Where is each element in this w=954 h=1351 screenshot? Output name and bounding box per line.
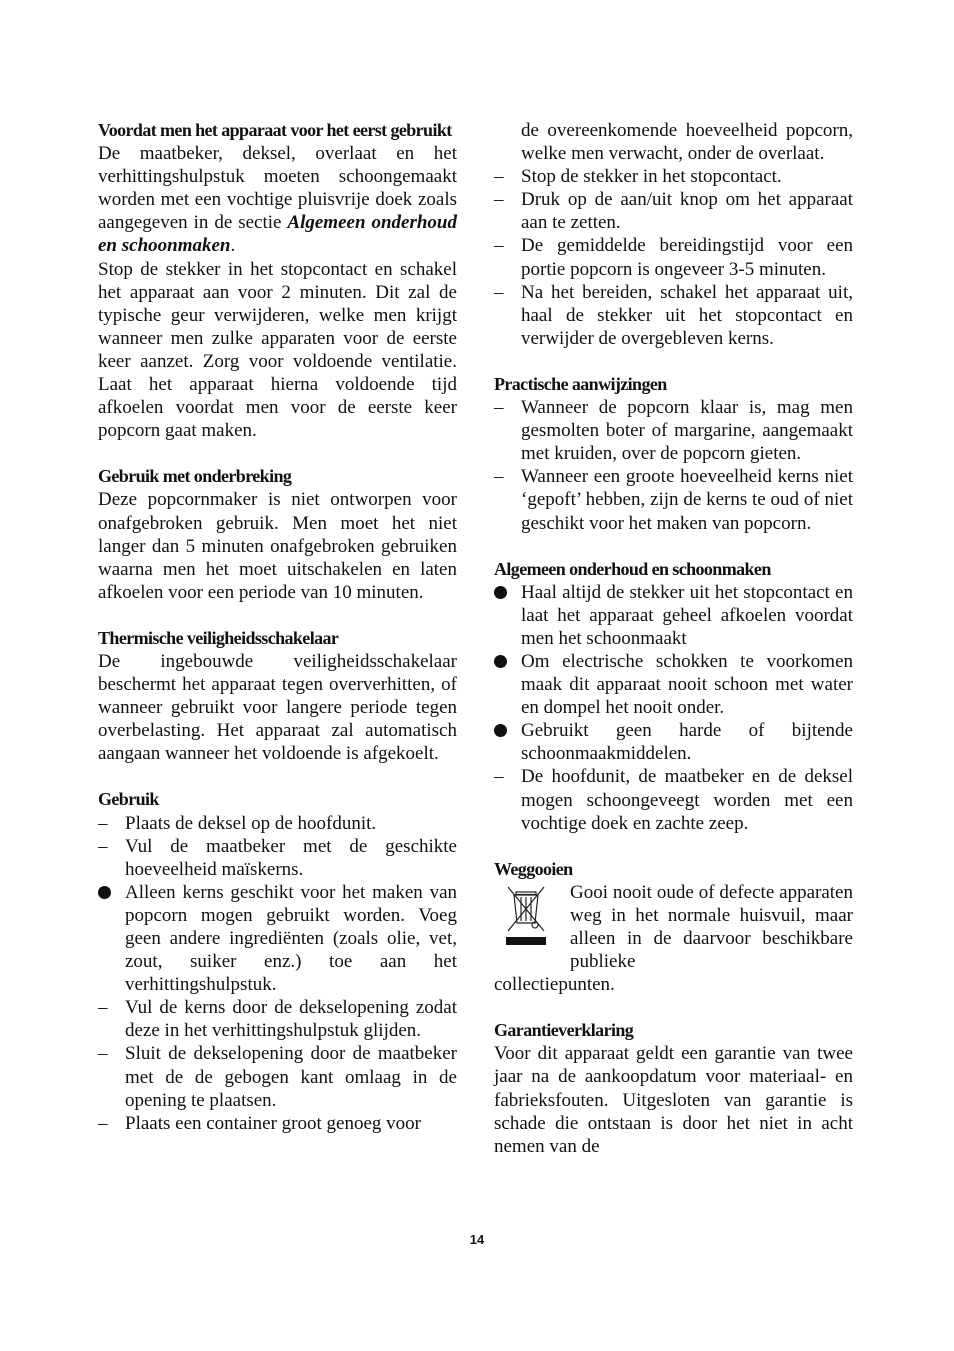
list-item-text: Wanneer een groote hoeveelheid kerns niet ‘gepoft’ hebben, zijn de kerns te oud of niet geschikt voor het maken van popcorn. [521,466,853,534]
list-dash: – [494,281,504,303]
section-title-thermal-switch: Thermische veiligheidsschakelaar [98,627,339,648]
thermal-switch-paragraph: De ingebouwde veiligheidsschakelaar beschermt het apparaat tegen oververhitten, of wanneer gebruikt voor langere periode tegen overbelasting. Het apparaat zal automatisch aangaan wanneer het voldoende is afgekoelt. [98,650,457,765]
section-title-maintenance: Algemeen onderhoud en schoonmaken [494,558,771,579]
first-use-paragraph-1: De maatbeker, deksel, overlaat en het verhittingshulpstuk moeten schoongemaakt worden met een vochtige pluisvrije doek zoals aangegeven in de sectie Algemeen onderhoud en schoonmaken. [98,143,457,257]
list-item [98,1112,457,1135]
list-dash: – [98,997,108,1019]
weee-bar [506,937,546,945]
list-item [98,812,457,835]
list-item [494,234,853,280]
section-title-warranty: Garantieverklaring [494,1020,634,1041]
bullet-dot-icon [494,581,514,605]
list-item-text: Haal altijd de stekker uit het stopcontact en laat het apparaat geheel afkoelen voordat men het schoonmaakt [521,581,853,649]
list-item-text: De gemiddelde bereidingstijd voor een portie popcorn is ongeveer 3-5 minuten. [521,235,853,280]
disposal-text: Gooi nooit oude of defecte apparaten weg in het normale huisvuil, maar alleen in de daarvoor beschikbare publieke [570,881,853,973]
list-dash: – [494,466,504,488]
list-item-text: Wanneer de popcorn klaar is, mag men gesmolten boter of margarine, aangemaakt met kruiden, over de popcorn gieten. [521,397,853,465]
usage-list [98,812,457,1135]
disposal-block [494,881,853,973]
crossed-out-wheelie-bin-icon [502,883,550,935]
list-item-text: Sluit de dekselopening door de maatbeker met de de gebogen kant omlaag in de opening te plaatsen. [125,1043,457,1111]
bullet-dot [98,886,111,899]
list-item [494,581,853,650]
list-item [494,165,853,188]
list-item-text: Druk op de aan/uit knop om het apparaat aan te zetten. [521,189,853,234]
section-title-first-use: Voordat men het apparaat voor het eerst gebruikt [98,120,452,140]
weee-symbol [494,881,570,973]
list-item-text: Alleen kerns geschikt voor het maken van popcorn mogen gebruikt worden. Voeg geen andere ingrediënten (zoals olie, vet, zout, suiker enz.) toe aan het verhittingshulpstuk. [125,881,457,996]
list-item [494,396,853,465]
list-dash: – [98,1112,108,1134]
first-use-paragraph-2: Stop de stekker in het stopcontact en schakel het apparaat aan voor 2 minuten. Dit zal de typische geur verwijderen, welke men krijgt wanneer men zulke apparaten voor de eerste keer aanzet. Zorg voor voldoende ventilatie. Laat het apparaat hierna voldoende tijd afkoelen voordat men voor de eerste keer popcorn gaat maken. [98,258,457,442]
section-title-intermittent-use: Gebruik met onderbreking [98,466,292,487]
list-dash: – [494,189,504,211]
list-item [98,881,457,996]
section-title-practical-tips: Practische aanwijzingen [494,373,667,394]
list-item-text: Om electrische schokken te voorkomen maak dit apparaat nooit schoon met water en dompel het nooit onder. [521,650,853,719]
list-item [98,1042,457,1111]
list-item-text: Plaats de deksel op de hoofdunit. [125,812,377,834]
list-item [98,835,457,881]
page-number: 14 [469,1232,485,1247]
list-item-text: Vul de kerns door de dekselopening zodat deze in het verhittingshulpstuk glijden. [125,997,457,1042]
maintenance-list [494,581,853,835]
disposal-text-end: collectiepunten. [494,974,615,996]
list-item-text: Stop de stekker in het stopcontact. [521,166,782,188]
left-column [98,119,457,1135]
bullet-dot-icon [98,881,118,905]
intermittent-use-paragraph: Deze popcornmaker is niet ontworpen voor onafgebroken gebruik. Men moet het niet langer dan 5 minuten onafgebroken gebruiken waarna men het moet uitschakelen en laten afkoelen voor een periode van 10 minuten. [98,489,457,603]
list-item [494,188,853,234]
right-column [494,119,853,1158]
section-reference: Algemeen onderhoud en schoonmaken [98,212,457,257]
bullet-dot [494,655,507,668]
practical-tips-list [494,396,853,535]
list-item-text: Na het bereiden, schakel het apparaat uit, haal de stekker uit het stopcontact en verwijder de overgebleven kerns. [521,281,853,349]
section-title-disposal: Weggooien [494,858,573,879]
list-item [98,996,457,1042]
list-dash: – [494,397,504,419]
list-item [494,465,853,534]
list-item [494,765,853,834]
list-dash: – [494,166,504,188]
list-dash: – [98,1043,108,1065]
warranty-paragraph: Voor dit apparaat geldt een garantie van twee jaar na de aankoopdatum voor materiaal- en fabrieksfouten. Uitgesloten van garantie is schade die ontstaan is door het niet in acht nemen van de [494,1043,853,1157]
bullet-dot [494,724,507,737]
bullet-dot-icon [494,719,514,743]
list-dash: – [494,766,504,788]
list-item-text: Gebruikt geen harde of bijtende schoonmaakmiddelen. [521,720,853,765]
bullet-dot-icon [494,650,514,674]
list-dash: – [98,835,108,857]
list-dash: – [98,812,108,834]
list-item-text: Vul de maatbeker met de geschikte hoeveelheid maïskerns. [125,835,457,880]
list-item [494,650,853,719]
section-title-usage: Gebruik [98,789,159,810]
bullet-dot [494,586,507,599]
usage-list-continued [494,165,853,350]
list-item [494,281,853,350]
list-dash: – [494,235,504,257]
list-item-text: Plaats een container groot genoeg voor [125,1112,421,1134]
usage-continuation: de overeenkomende hoeveelheid popcorn, welke men verwacht, onder de overlaat. [521,120,853,165]
list-item-text: De hoofdunit, de maatbeker en de deksel mogen schoongeveegt worden met een vochtige doek en zachte zeep. [521,766,853,834]
list-item [494,719,853,765]
